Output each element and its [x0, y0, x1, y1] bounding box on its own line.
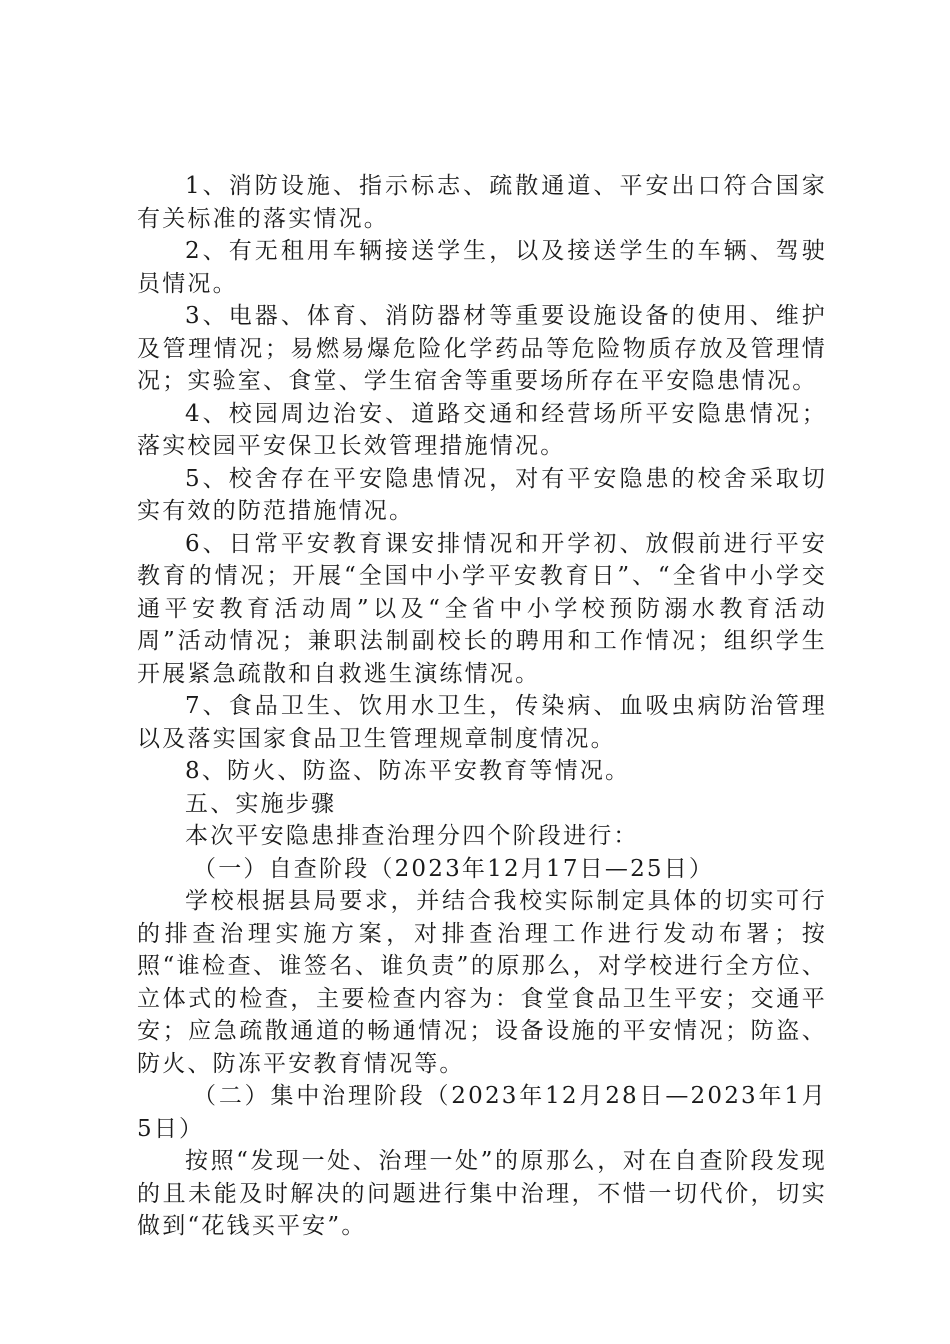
- item-2-vehicles: 2、有无租用车辆接送学生，以及接送学生的车辆、驾驶员情况。: [137, 238, 827, 297]
- item-6-safety-education: 6、日常平安教育课安排情况和开学初、放假前进行平安教育的情况；开展“全国中小学平安教育日”、“全省中小学交通平安教育活动周”以及“全省中小学校预防溺水教育活动周”活动情况；兼职法制副校长的聘用和工作情况；组织学生开展紧急疏散和自救逃生演练情况。: [137, 530, 827, 687]
- stage-2-heading: （二）集中治理阶段（2023年12月28日—2023年1月5日）: [137, 1083, 827, 1142]
- stage-2-body: 按照“发现一处、治理一处”的原那么，对在自查阶段发现的且未能及时解决的问题进行集中治理，不惜一切代价，切实做到“花钱买平安”。: [137, 1148, 827, 1239]
- item-7-food-hygiene: 7、食品卫生、饮用水卫生，传染病、血吸虫病防治管理以及落实国家食品卫生管理规章制度情况。: [137, 693, 827, 752]
- document-body: [137, 170, 827, 1243]
- item-8-fire-theft-frost: 8、防火、防盗、防冻平安教育等情况。: [185, 758, 631, 784]
- item-5-school-buildings: 5、校舍存在平安隐患情况，对有平安隐患的校舍采取切实有效的防范措施情况。: [137, 465, 827, 524]
- item-4-campus-surroundings: 4、校园周边治安、道路交通和经营场所平安隐患情况；落实校园平安保卫长效管理措施情况。: [137, 400, 827, 459]
- stage-1-heading: （一）自查阶段（2023年12月17日—25日）: [193, 855, 715, 882]
- item-1-fire-facilities: 1、消防设施、指示标志、疏散通道、平安出口符合国家有关标准的落实情况。: [137, 173, 827, 232]
- stage-1-body: 学校根据县局要求，并结合我校实际制定具体的切实可行的排查治理实施方案，对排查治理工作进行发动布署；按照“谁检查、谁签名、谁负责”的原那么，对学校进行全方位、立体式的检查，主要检查内容为：食堂食品卫生平安；交通平安；应急疏散通道的畅通情况；设备设施的平安情况；防盗、防火、防冻平安教育情况等。: [137, 888, 827, 1077]
- stages-intro: 本次平安隐患排查治理分四个阶段进行：: [185, 823, 639, 849]
- item-3-equipment: 3、电器、体育、消防器材等重要设施设备的使用、维护及管理情况；易燃易爆危险化学药品等危险物质存放及管理情况；实验室、食堂、学生宿舍等重要场所存在平安隐患情况。: [137, 303, 827, 394]
- section-heading-implementation: 五、实施步骤: [185, 790, 337, 817]
